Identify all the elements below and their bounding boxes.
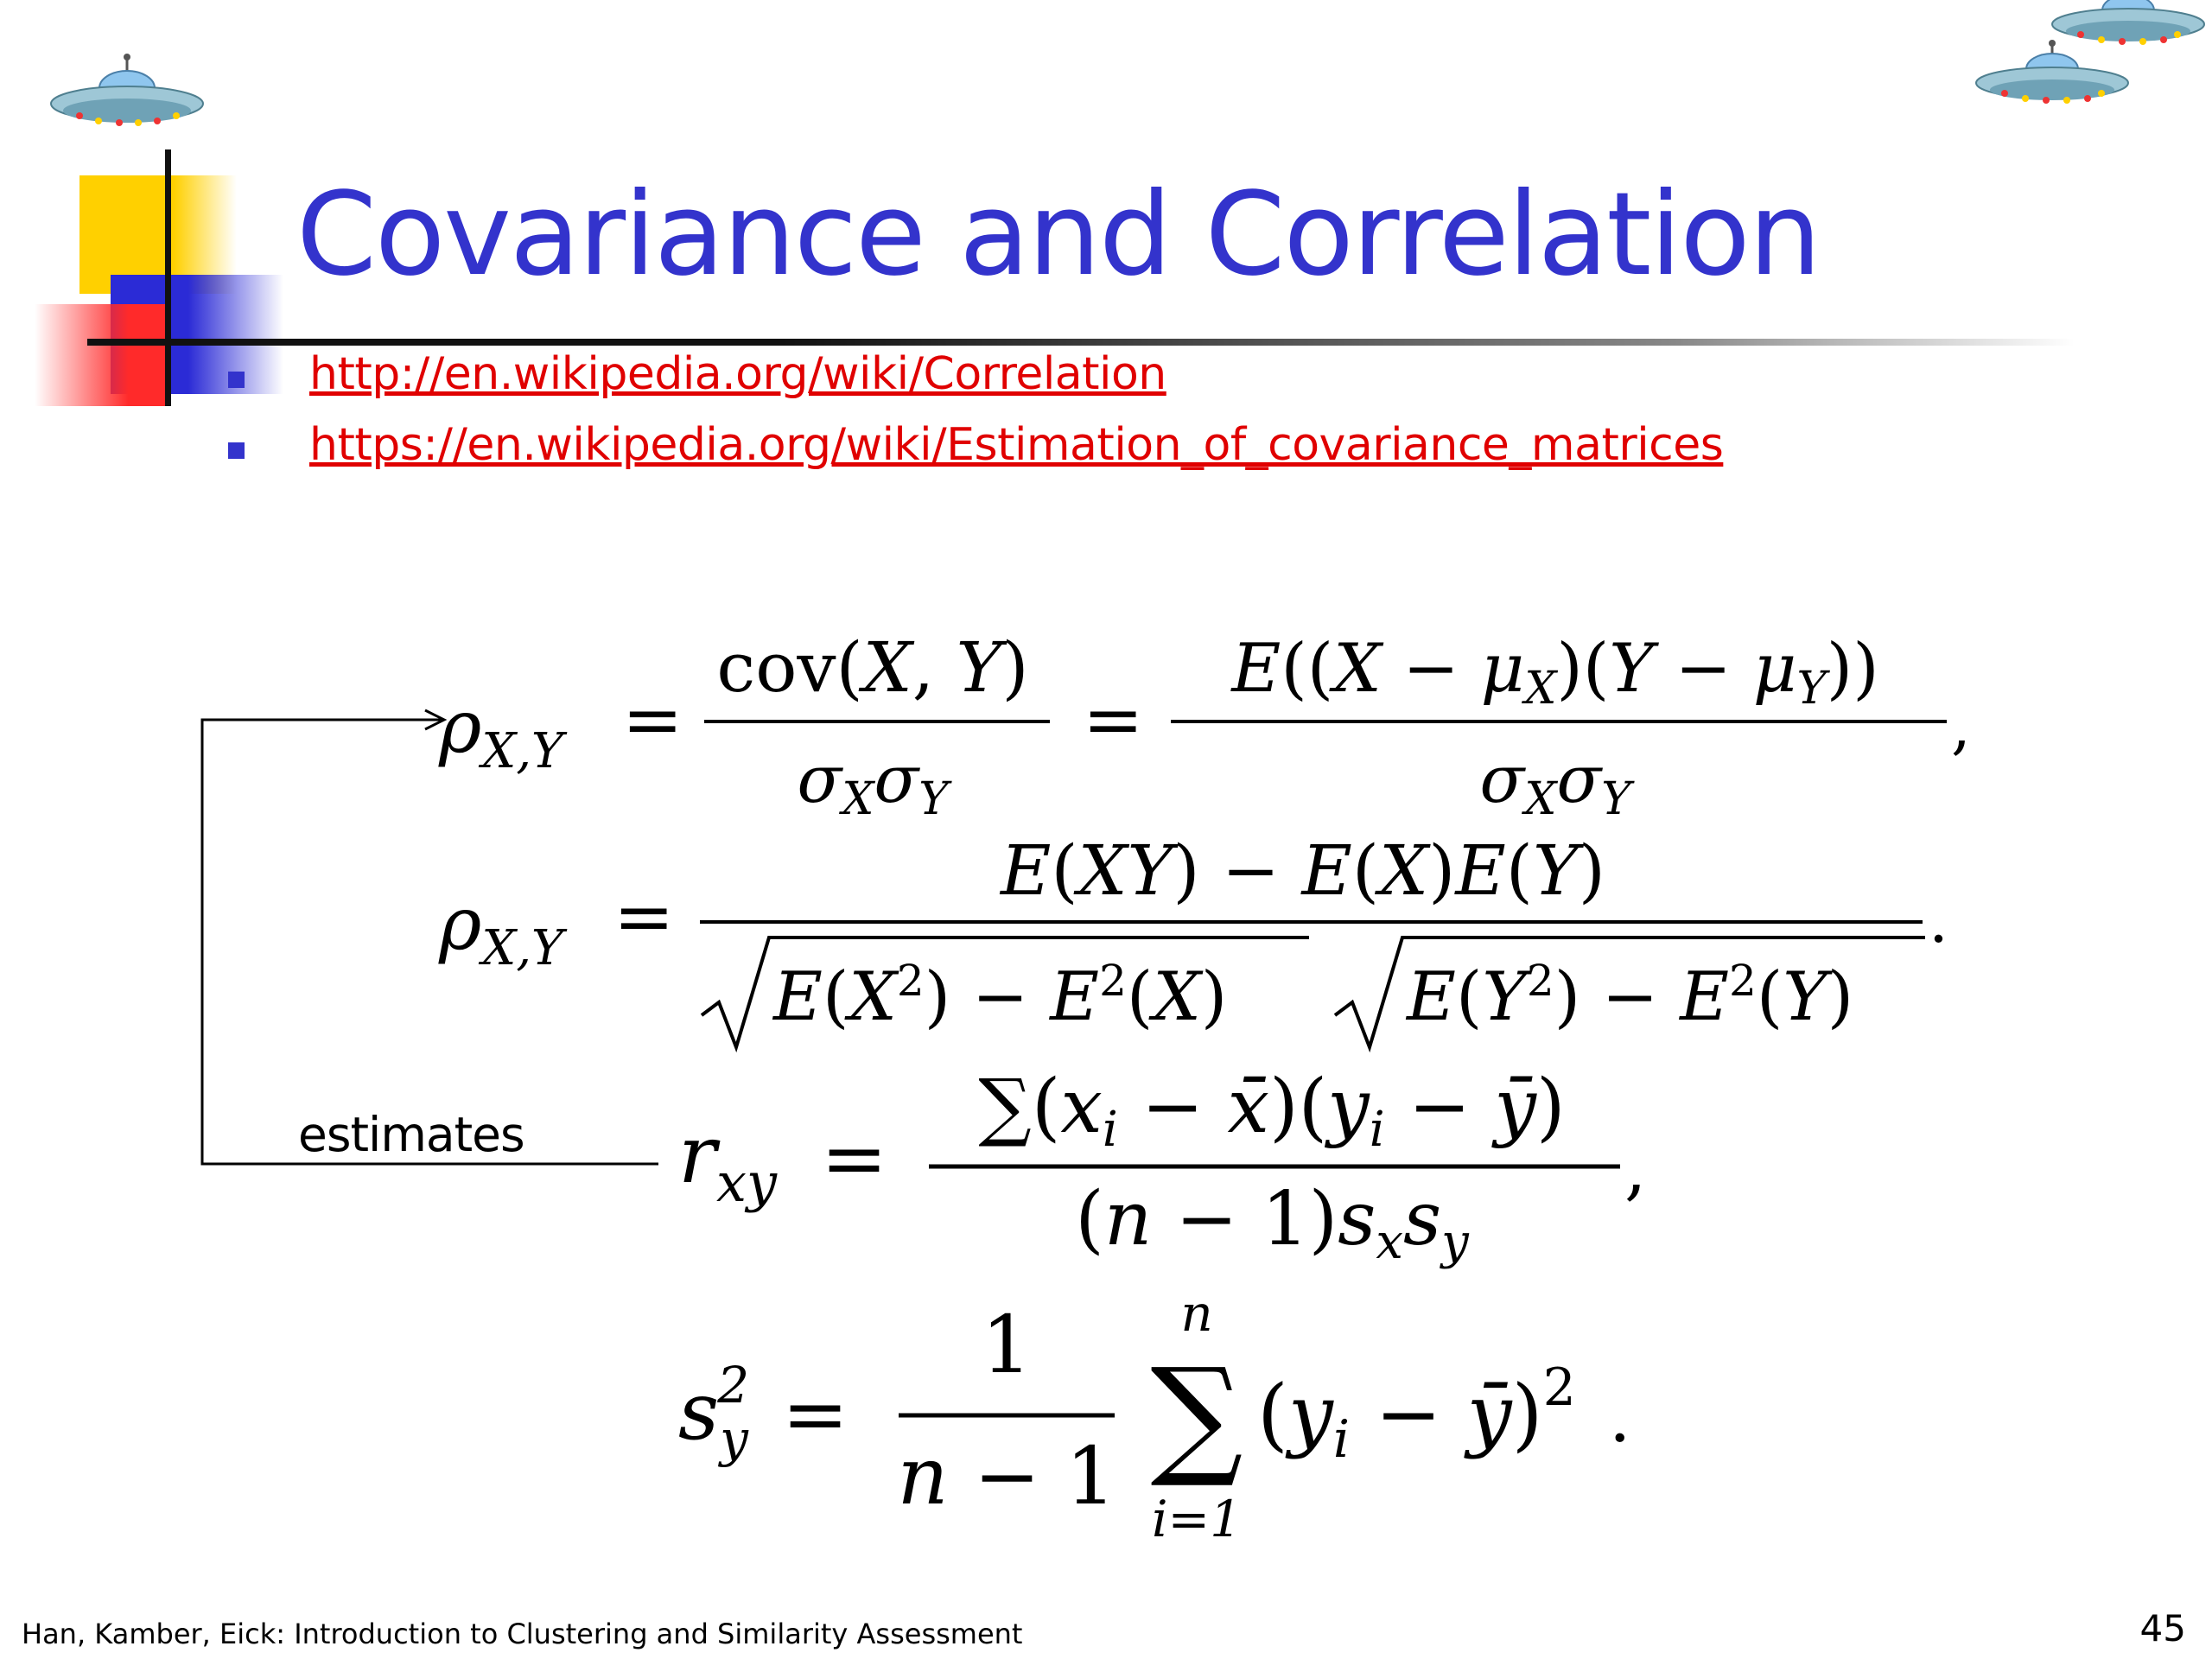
comma: ,: [1951, 690, 1971, 762]
formula1-denominator-1: σXσY: [797, 741, 949, 825]
equals-sign: =: [1083, 677, 1144, 762]
formula4-body: (yi − ȳ)$^2$: [1257, 1357, 1576, 1470]
formula3-numerator: ∑(xi − x̄)(yi − ȳ): [978, 1064, 1566, 1158]
covariance-estimation-link[interactable]: https://en.wikipedia.org/wiki/Estimation_of_covariance_matrices: [309, 419, 1724, 471]
sum-lower-limit: i=1: [1151, 1490, 1243, 1548]
slide-title: Covariance and Correlation: [296, 168, 1820, 302]
formula2-denominator-1: $E(X^2) - E^2(X)$: [773, 956, 1228, 1036]
estimates-label: estimates: [298, 1107, 524, 1162]
period: .: [1929, 884, 1948, 957]
correlation-link[interactable]: http://en.wikipedia.org/wiki/Correlation: [309, 348, 1166, 400]
sum-upper-limit: n: [1180, 1284, 1213, 1343]
formula1-lhs: $\rho_{X,Y}$: [439, 684, 564, 779]
formula3-denominator: (n − 1)sxsy: [1075, 1176, 1469, 1270]
equals-sign: =: [782, 1368, 849, 1460]
formula2-numerator: E(XY) − E(X)E(Y): [1001, 830, 1605, 911]
comma: ,: [1624, 1128, 1647, 1209]
footer-citation: Han, Kamber, Eick: Introduction to Clustering and Similarity Assessment: [22, 1618, 1023, 1650]
formula4-fraction-denominator: n − 1: [897, 1430, 1116, 1522]
formula4-fraction-numerator: 1: [981, 1299, 1033, 1391]
formula1-numerator-2: E((X − μX)(Y − μY)): [1231, 630, 1879, 715]
formula2-lhs: $\rho_{X,Y}$: [439, 881, 564, 976]
formula1-numerator-1: cov(X, Y): [716, 627, 1029, 708]
formula2-denominator-2: $E(Y^2) - E^2(Y)$: [1407, 956, 1854, 1036]
formula1-denominator-2: σXσY: [1479, 741, 1631, 825]
equals-sign: =: [622, 677, 683, 762]
formula4-lhs: s2 y: [678, 1356, 750, 1468]
formula3-lhs: $r_{xy}$: [678, 1109, 777, 1214]
period: .: [1609, 1377, 1631, 1458]
sum-icon: ∑: [1150, 1341, 1243, 1491]
page-number: 45: [2139, 1607, 2186, 1649]
estimates-arrow: [202, 720, 658, 1164]
equals-sign: =: [613, 874, 675, 959]
equals-sign: =: [821, 1112, 888, 1205]
